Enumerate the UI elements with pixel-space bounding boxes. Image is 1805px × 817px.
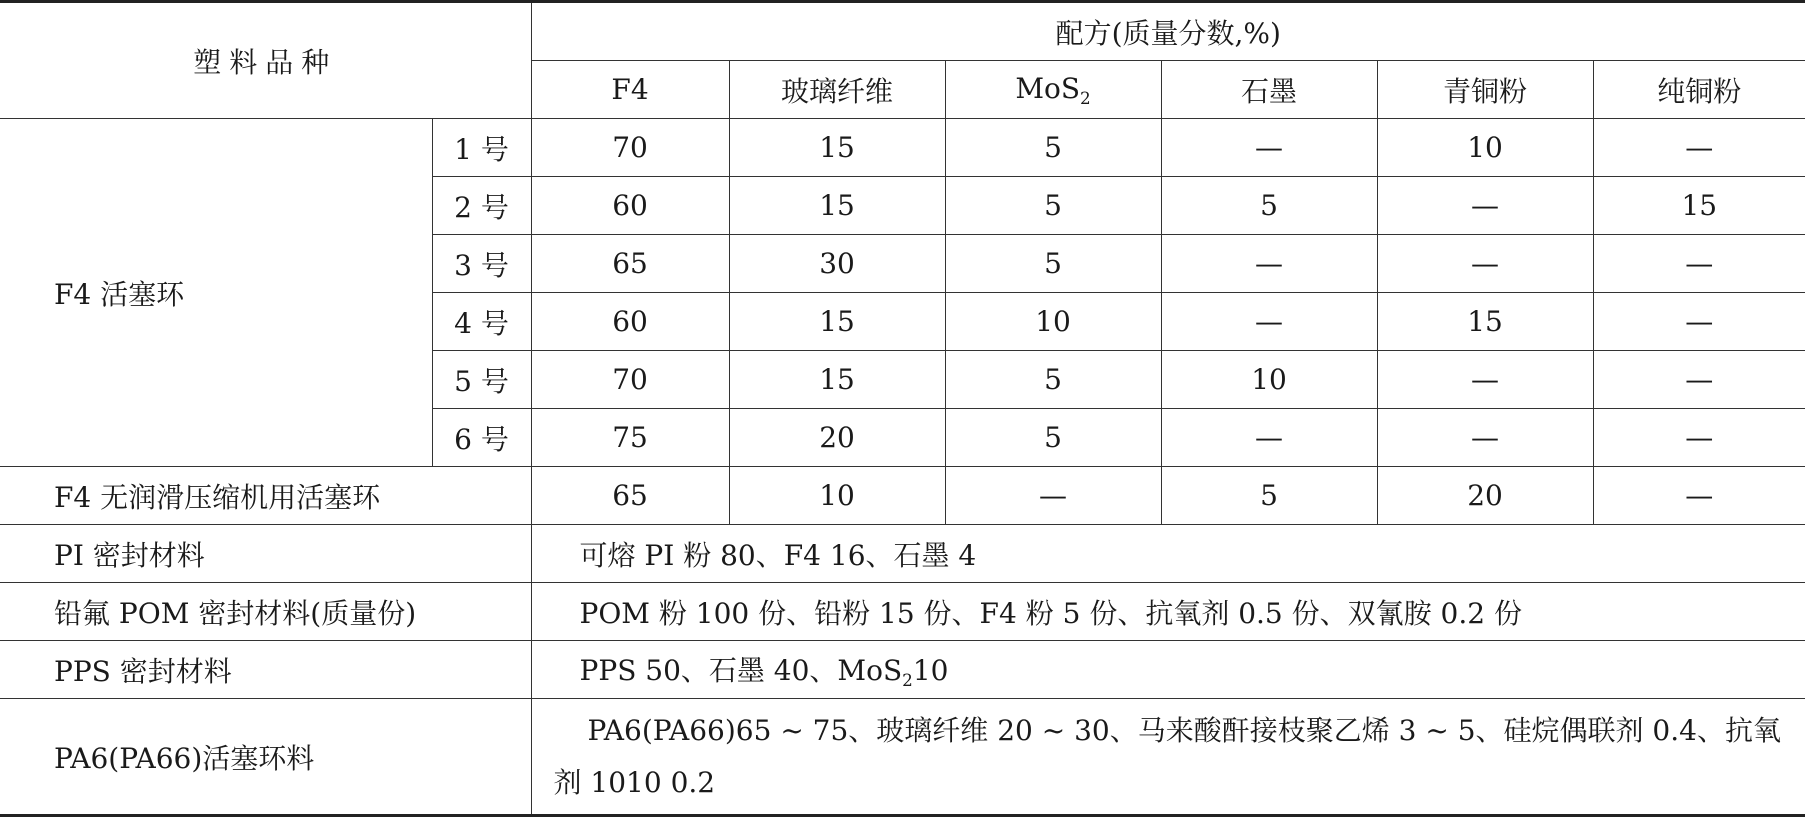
table-cell: — xyxy=(1377,235,1593,293)
row-number-cell: 1 号 xyxy=(432,119,531,177)
column-header-f4: F4 xyxy=(531,61,729,119)
table-cell: — xyxy=(1377,351,1593,409)
group-name-cell: F4 活塞环 xyxy=(0,119,432,467)
table-row xyxy=(0,525,1805,583)
header-row-1 xyxy=(0,2,1805,61)
table-cell: 75 xyxy=(531,409,729,467)
table-cell: — xyxy=(1161,293,1377,351)
table-cell: — xyxy=(1593,351,1805,409)
row-number-cell: 6 号 xyxy=(432,409,531,467)
mos2-label: MoS xyxy=(1015,71,1081,105)
row-number-cell: 5 号 xyxy=(432,351,531,409)
table-cell: — xyxy=(1593,235,1805,293)
plastic-type-header: 塑料品种 xyxy=(0,2,531,119)
table-cell: 5 xyxy=(1161,467,1377,525)
table-cell: 10 xyxy=(945,293,1161,351)
table-cell: 5 xyxy=(945,351,1161,409)
table-cell: 20 xyxy=(1377,467,1593,525)
table-cell: — xyxy=(1377,409,1593,467)
row-name-cell: PA6(PA66)活塞环料 xyxy=(0,699,531,816)
formula-cell xyxy=(531,699,1805,816)
table-cell: 5 xyxy=(945,177,1161,235)
row-number-cell: 4 号 xyxy=(432,293,531,351)
table-cell: 15 xyxy=(729,119,945,177)
table-cell: 5 xyxy=(1161,177,1377,235)
column-header-bronze-powder: 青铜粉 xyxy=(1377,61,1593,119)
row-name-cell: F4 无润滑压缩机用活塞环 xyxy=(0,467,531,525)
table-cell: 15 xyxy=(1377,293,1593,351)
table-row xyxy=(0,583,1805,641)
table-cell: 15 xyxy=(1593,177,1805,235)
table-cell: 20 xyxy=(729,409,945,467)
column-header-graphite: 石墨 xyxy=(1161,61,1377,119)
table-row xyxy=(0,467,1805,525)
column-header-mos2 xyxy=(945,61,1161,119)
table-cell: — xyxy=(1161,409,1377,467)
table-cell: — xyxy=(1593,409,1805,467)
table-cell: 15 xyxy=(729,177,945,235)
table-cell: — xyxy=(1161,119,1377,177)
row-name-cell: PPS 密封材料 xyxy=(0,641,531,699)
formula-title-header: 配方(质量分数,%) xyxy=(531,2,1805,61)
table-cell: — xyxy=(1593,119,1805,177)
mos2-subscript: 2 xyxy=(1080,87,1091,108)
table-cell: 30 xyxy=(729,235,945,293)
table-cell: 10 xyxy=(729,467,945,525)
table-cell: — xyxy=(1593,467,1805,525)
table-cell: — xyxy=(1377,177,1593,235)
formula-text: PPS 50、石墨 40、MoS xyxy=(579,654,903,688)
table-cell: 65 xyxy=(531,235,729,293)
table-row xyxy=(0,119,1805,177)
table-cell: 70 xyxy=(531,351,729,409)
table-cell: 5 xyxy=(945,119,1161,177)
table-cell: 15 xyxy=(729,351,945,409)
formula-cell xyxy=(531,641,1805,699)
formula-subscript: 2 xyxy=(902,669,913,690)
table-cell: 65 xyxy=(531,467,729,525)
table-cell: 60 xyxy=(531,293,729,351)
table-cell: — xyxy=(1161,235,1377,293)
table-cell: 60 xyxy=(531,177,729,235)
table-cell: — xyxy=(945,467,1161,525)
column-header-copper-powder: 纯铜粉 xyxy=(1593,61,1805,119)
row-name-cell: PI 密封材料 xyxy=(0,525,531,583)
table-cell: 15 xyxy=(729,293,945,351)
table-cell: 10 xyxy=(1161,351,1377,409)
formula-text-end: 10 xyxy=(912,654,949,688)
table-row xyxy=(0,699,1805,816)
formula-text: PA6(PA66)65 ~ 75、玻璃纤维 20 ~ 30、马来酸酐接枝聚乙烯 3 ~ 5、硅烷偶联剂 0.4、抗氧剂 1010 0.2 xyxy=(553,713,1781,799)
table-cell: 10 xyxy=(1377,119,1593,177)
table-cell: 5 xyxy=(945,235,1161,293)
formula-cell: 可熔 PI 粉 80、F4 16、石墨 4 xyxy=(531,525,1805,583)
row-name-cell: 铅氟 POM 密封材料(质量份) xyxy=(0,583,531,641)
row-number-cell: 2 号 xyxy=(432,177,531,235)
formula-cell: POM 粉 100 份、铅粉 15 份、F4 粉 5 份、抗氧剂 0.5 份、双氰胺 0.2 份 xyxy=(531,583,1805,641)
row-number-cell: 3 号 xyxy=(432,235,531,293)
table-cell: — xyxy=(1593,293,1805,351)
table-row xyxy=(0,641,1805,699)
table-cell: 5 xyxy=(945,409,1161,467)
column-header-glass-fiber: 玻璃纤维 xyxy=(729,61,945,119)
table-cell: 70 xyxy=(531,119,729,177)
